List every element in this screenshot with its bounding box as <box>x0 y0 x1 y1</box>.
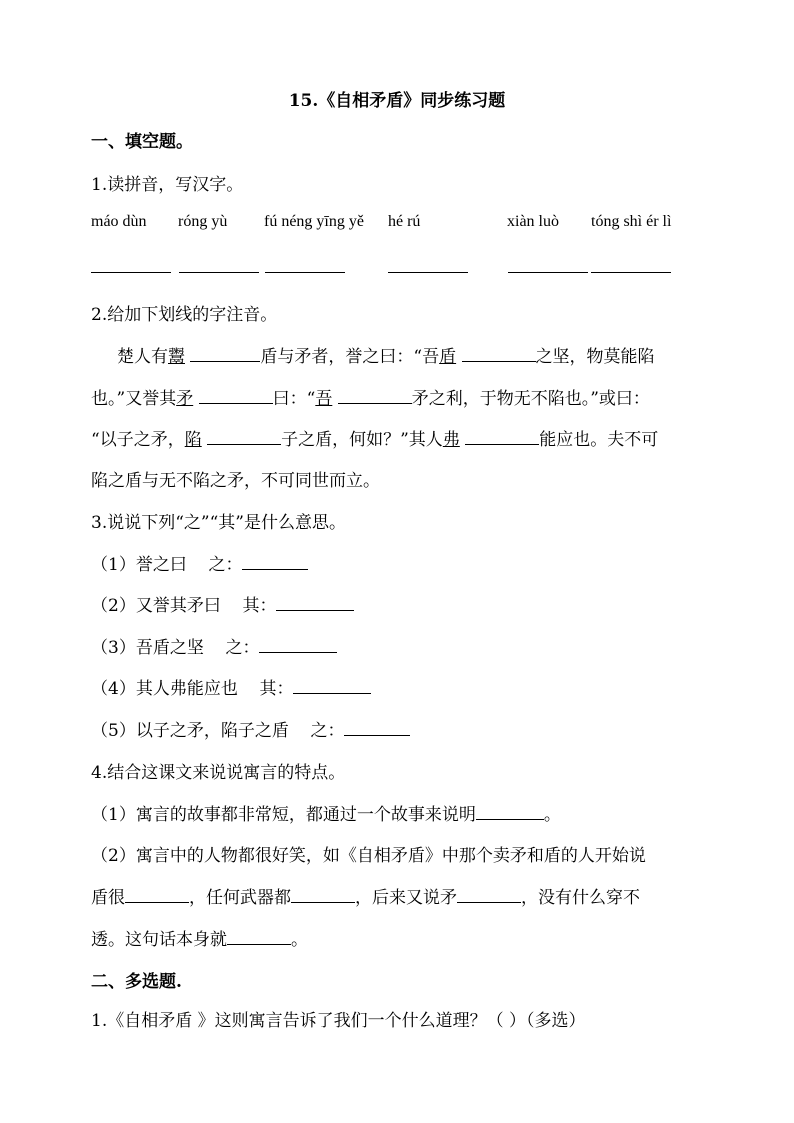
q4-item-2-line-2 <box>91 883 640 908</box>
answer-blank[interactable] <box>293 677 371 694</box>
answer-blank[interactable] <box>457 886 521 903</box>
q4-item-2-line-1: （2）寓言中的人物都很好笑，如《自相矛盾》中那个卖矛和盾的人开始说 <box>91 846 646 866</box>
answer-blank[interactable] <box>190 345 260 362</box>
answer-blank[interactable] <box>591 272 671 273</box>
q3-item-3 <box>91 633 337 658</box>
underlined-char: 盾 <box>439 347 457 367</box>
passage-text: 楚人有 <box>117 347 168 367</box>
answer-blank[interactable] <box>276 594 354 611</box>
pinyin-2: róng yù <box>178 213 228 230</box>
answer-blank[interactable] <box>242 553 308 570</box>
q3-item-1 <box>91 550 308 575</box>
page-title: 15.《自相矛盾》同步练习题 <box>288 91 506 111</box>
item-text: ，任何武器都 <box>189 888 291 908</box>
answer-blank[interactable] <box>179 272 259 273</box>
passage-text: 也。”又誉其 <box>91 389 177 409</box>
item-char: 之： <box>310 721 345 741</box>
item-phrase: 又誉其矛曰 <box>135 596 221 616</box>
pinyin-1: máo dùn <box>91 213 147 230</box>
item-char: 之： <box>208 555 243 575</box>
passage-text: 曰：“ <box>272 389 316 409</box>
item-text: 透。这句话本身就 <box>91 930 227 950</box>
item-phrase: 吾盾之坚 <box>135 638 204 658</box>
item-number: （1） <box>91 555 136 575</box>
answer-blank[interactable] <box>508 272 588 273</box>
pinyin-6: tóng shì ér lì <box>591 213 672 230</box>
passage-text: “以子之矛， <box>91 430 185 450</box>
passage-line-4: 陷之盾与无不陷之矛，不可同世而立。 <box>91 471 380 491</box>
item-text: 。 <box>543 805 561 825</box>
answer-blank[interactable] <box>265 272 345 273</box>
answer-blank[interactable] <box>91 272 171 273</box>
item-phrase: 誉之曰 <box>135 555 187 575</box>
answer-blank[interactable] <box>462 345 536 362</box>
underlined-char: 鬻 <box>168 347 185 367</box>
q4-prompt: 4.结合这课文来说说寓言的特点。 <box>91 763 346 783</box>
q4-item-1 <box>91 800 561 825</box>
item-phrase: 其人弗能应也 <box>135 679 238 699</box>
item-text: 。 <box>291 930 308 950</box>
section-1-heading: 一、填空题。 <box>91 132 193 152</box>
pinyin-4: hé rú <box>388 213 421 230</box>
pinyin-5: xiàn luò <box>507 213 559 230</box>
underlined-char: 弗 <box>442 430 460 450</box>
mc-question-1: 1.《自相矛盾 》这则寓言告诉了我们一个什么道理？（ ）（多选） <box>91 1011 586 1031</box>
item-number: （5） <box>91 721 136 741</box>
item-number: （2） <box>91 596 136 616</box>
passage-line-1 <box>117 342 655 367</box>
answer-blank[interactable] <box>207 428 281 445</box>
passage-text: 能应也。夫不可 <box>539 430 659 450</box>
passage-text: 盾与矛者，誉之曰：“吾 <box>260 347 440 367</box>
item-number: （4） <box>91 679 136 699</box>
passage-text: 子之盾，何如？”其人 <box>281 430 443 450</box>
item-text: ，没有什么穿不 <box>521 888 640 908</box>
item-char: 其： <box>259 679 294 699</box>
answer-blank[interactable] <box>476 803 544 820</box>
answer-blank[interactable] <box>291 886 355 903</box>
q3-item-2 <box>91 591 354 616</box>
answer-blank[interactable] <box>199 387 273 404</box>
answer-blank[interactable] <box>338 387 412 404</box>
q1-prompt: 1.读拼音，写汉字。 <box>91 175 244 195</box>
passage-text: 矛之利，于物无不陷也。”或曰： <box>411 389 650 409</box>
q2-prompt: 2.给加下划线的字注音。 <box>91 305 278 325</box>
answer-blank[interactable] <box>227 928 291 945</box>
item-number: （3） <box>91 638 136 658</box>
item-char: 之： <box>225 638 260 658</box>
passage-line-2 <box>91 384 650 409</box>
answer-blank[interactable] <box>344 719 410 736</box>
item-text: （1）寓言的故事都非常短，都通过一个故事来说明 <box>91 805 476 825</box>
q3-item-4 <box>91 674 371 699</box>
answer-blank[interactable] <box>465 428 539 445</box>
item-char: 其： <box>242 596 277 616</box>
passage-text: 之坚，物莫能陷 <box>535 347 655 367</box>
underlined-char: 陷 <box>184 430 202 450</box>
underlined-char: 吾 <box>315 389 333 409</box>
answer-blank[interactable] <box>259 636 337 653</box>
underlined-char: 矛 <box>176 389 194 409</box>
q3-prompt: 3.说说下列“之”“其”是什么意思。 <box>91 513 346 533</box>
item-text: 盾很 <box>91 888 125 908</box>
answer-blank[interactable] <box>125 886 189 903</box>
item-phrase: 以子之矛，陷子之盾 <box>135 721 289 741</box>
section-2-heading: 二、多选题. <box>91 972 182 992</box>
answer-blank[interactable] <box>388 272 468 273</box>
passage-line-3 <box>91 425 658 450</box>
q4-item-2-line-3 <box>91 925 308 950</box>
pinyin-3: fú néng yīng yě <box>264 213 364 230</box>
q3-item-5 <box>91 716 410 741</box>
item-text: ，后来又说矛 <box>355 888 457 908</box>
